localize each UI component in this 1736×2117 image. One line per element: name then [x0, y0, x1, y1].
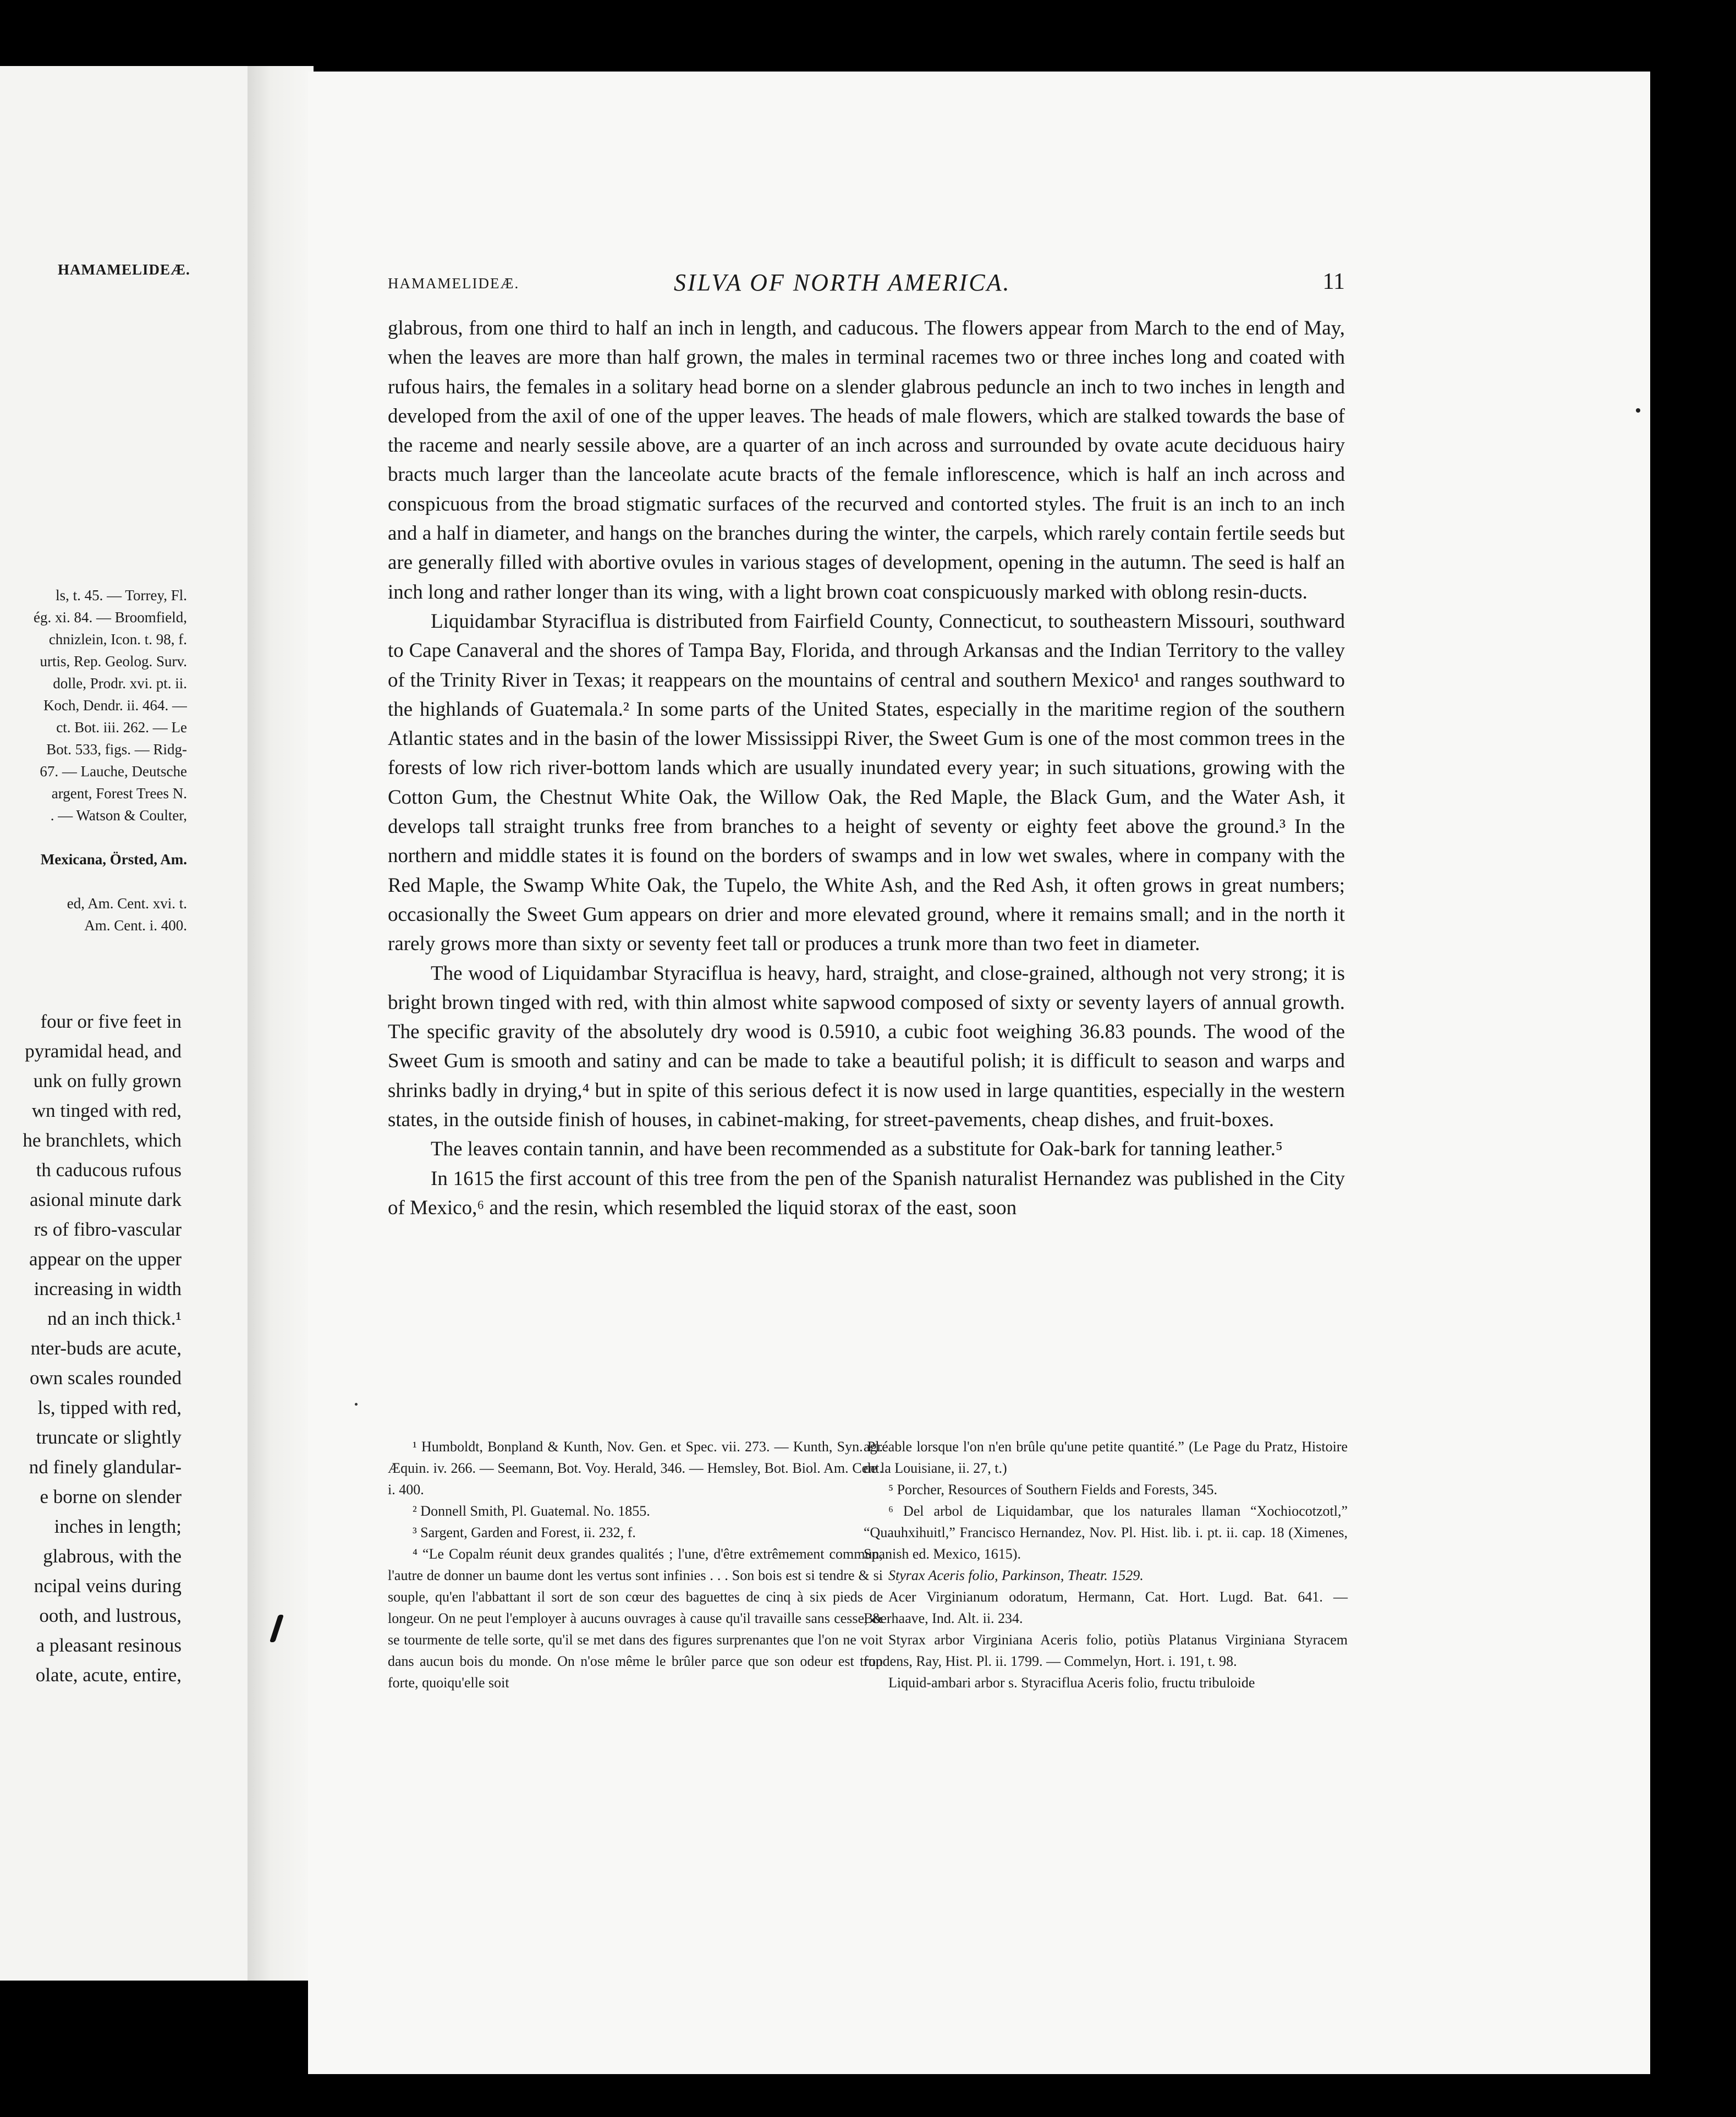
left-text-line: e borne on slender: [40, 1486, 182, 1507]
running-head: [388, 268, 1345, 301]
footnote: Acer Virginianum odoratum, Hermann, Cat. Hort. Lugd. Bat. 641. — Boerhaave, Ind. Alt. ii. 234.: [864, 1589, 1348, 1626]
left-page-text: [0, 1007, 182, 1690]
left-ref-line: Bot. 533, figs. — Ridg-: [46, 741, 187, 758]
left-text-line: nd an inch thick.¹: [47, 1308, 182, 1329]
left-text-line: nd finely glandular-: [29, 1456, 182, 1478]
left-text-line: ncipal veins during: [34, 1575, 182, 1597]
paragraph: The wood of Liquidambar Styraciflua is heavy, hard, straight, and close-grained, although not very strong; it is bright brown tinged with red, with thin almost white sapwood composed of sixty or seventy layers of annual growth. The specific gravity of the absolutely dry wood is 0.5910, a cubic foot weighing 36.83 pounds. The wood of the Sweet Gum is smooth and satiny and can be made to take a beautiful polish; it is difficult to season and warps and shrinks badly in drying,⁴ but in spite of this serious defect it is now used in large quantities, especially in the western states, in the outside finish of houses, in cabinet-making, for street-pavements, cheap dishes, and fruit-boxes.: [388, 962, 1345, 1132]
footnote: ¹ Humboldt, Bonpland & Kunth, Nov. Gen. et Spec. vii. 273. — Kunth, Syn. Pl. Æquin. iv. 266. — Seemann, Bot. Voy. Herald, 346. — Hemsley, Bot. Biol. Am. Cent. i. 400.: [388, 1439, 883, 1498]
left-text-line: four or five feet in: [40, 1011, 182, 1032]
footnote: ⁶ Del arbol de Liquidambar, que los naturales llaman “Xochiocotzotl,” “Quauhxihuitl,” Francisco Hernandez, Nov. Pl. Hist. lib. i. pt. ii. cap. 18 (Ximenes, Spanish ed. Mexico, 1615).: [864, 1503, 1348, 1562]
paragraph: In 1615 the first account of this tree from the pen of the Spanish naturalist Hernandez was published in the City of Mexico,⁶ and the resin, which resembled the liquid storax of the east, soon: [388, 1167, 1345, 1219]
left-ref-line: Am. Cent. i. 400.: [84, 917, 187, 934]
left-text-line: wn tinged with red,: [31, 1100, 182, 1121]
left-ref-line: ed, Am. Cent. xvi. t.: [67, 895, 187, 912]
book-title: SILVA OF NORTH AMERICA.: [674, 269, 1011, 296]
footnote: ⁵ Porcher, Resources of Southern Fields and Forests, 345.: [888, 1482, 1217, 1498]
left-ref-line: . — Watson & Coulter,: [50, 807, 187, 824]
left-text-line: rs of fibro-vascular: [34, 1219, 182, 1240]
left-text-line: ooth, and lustrous,: [39, 1605, 182, 1626]
left-ref-line: ls, t. 45. — Torrey, Fl.: [56, 587, 187, 604]
left-text-line: truncate or slightly: [36, 1427, 182, 1448]
left-ref-line: [0, 826, 187, 848]
footnote: ² Donnell Smith, Pl. Guatemal. No. 1855.: [413, 1503, 650, 1519]
left-text-line: inches in length;: [54, 1516, 182, 1537]
left-text-line: appear on the upper: [29, 1248, 182, 1270]
page-number: 11: [1322, 269, 1345, 294]
left-text-line: asional minute dark: [29, 1189, 182, 1210]
main-body-text: [388, 314, 1345, 1222]
footnote: Styrax arbor Virginiana Aceris folio, potiùs Platanus Virginiana Styracem fundens, Ray, Hist. Pl. ii. 1799. — Commelyn, Hort. i. 191, t. 98.: [864, 1632, 1348, 1669]
left-page-references: [0, 584, 187, 936]
left-ref-line: 67. — Lauche, Deutsche: [40, 763, 187, 780]
left-text-line: nter-buds are acute,: [30, 1337, 182, 1359]
paragraph: Liquidambar Styraciflua is distributed from Fairfield County, Connecticut, to southeastern Missouri, southward to Cape Canaveral and the shores of Tampa Bay, Florida, and through Arkansas and the Indian Territory to the valley of the Trinity River in Texas; it reappears on the mountains of central and southern Mexico¹ and ranges southward to the highlands of Guatemala.² In some parts of the United States, especially in the maritime region of the southern Atlantic states and in the basin of the lower Mississippi River, the Sweet Gum is one of the most common trees in the forests of low rich river-bottom lands which are usually inundated every year; in such situations, growing with the Cotton Gum, the Chestnut White Oak, the Willow Oak, the Red Maple, the Black Gum, and the Water Ash, it develops tall straight trunks free from branches to a height of seventy or eighty feet above the ground.³ In the northern and middle states it is found on the borders of swamps and in low wet swales, where in company with the Red Maple, the Swamp White Oak, the Tupelo, the White Ash, and the Red Ash, it often grows in great numbers; occasionally the Sweet Gum appears on drier and more elevated ground, where it remains small; and in the north it rarely grows more than sixty or seventy feet tall or produces a trunk more than two feet in diameter.: [388, 610, 1345, 956]
left-ref-line: chnizlein, Icon. t. 98, f.: [48, 631, 187, 648]
footnote: ⁴ “Le Copalm réunit deux grandes qualités ; l'une, d'être extrêmement commun, l'autre de donner un baume dont les vertus sont infinies . . . Son bois est si tendre & si souple, qu'en l'abbattant il sort de son cœur des baguettes de cinq à six pieds de longeur. On ne peut l'employer à aucuns ouvrages à cause qu'il travaille sans cesse, & se tourmente de telle sorte, qu'il se met dans des figures surprenantes que l'on ne voit dans aucun bois du monde. On n'ose même le brûler parce que son odeur est trop forte, quoiqu'elle soit: [388, 1546, 883, 1691]
left-text-line: olate, acute, entire,: [35, 1664, 182, 1686]
left-ref-line: ég. xi. 84. — Broomfield,: [34, 609, 187, 626]
paragraph: glabrous, from one third to half an inch in length, and caducous. The flowers appear from March to the end of May, when the leaves are more than half grown, the males in terminal racemes two or three inches long and coated with rufous hairs, the females in a solitary head borne on a slender glabrous peduncle an inch to two inches in length and developed from the axil of one of the upper leaves. The heads of male flowers, which are stalked towards the base of the raceme and nearly sessile above, are a quarter of an inch across and surrounded by ovate acute deciduous hairy bracts much larger than the lanceolate acute bracts of the female inflorescence, which is half an inch across and conspicuous from the broad stigmatic surfaces of the recurved and contorted styles. The fruit is an inch to an inch and a half in diameter, and hangs on the branches during the winter, the carpels, which rarely contain fertile seeds but are generally filled with abortive ovules in various stages of development, opening in the autumn. The seed is half an inch long and rather longer than its wing, with a light brown coat conspicuously marked with oblong resin-ducts.: [388, 317, 1345, 604]
left-text-line: unk on fully grown: [33, 1070, 182, 1092]
left-page-header: HAMAMELIDEÆ.: [58, 261, 190, 278]
left-text-line: ls, tipped with red,: [37, 1397, 182, 1418]
footnotes-right-column: [864, 1436, 1348, 1693]
left-ref-line: dolle, Prodr. xvi. pt. ii.: [53, 675, 187, 692]
left-text-line: a pleasant resinous: [36, 1635, 182, 1656]
left-ref-line: ct. Bot. iii. 262. — Le: [56, 719, 187, 736]
footnote: Liquid-ambari arbor s. Styraciflua Aceris folio, fructu tribuloide: [888, 1675, 1255, 1691]
left-text-line: he branchlets, which: [23, 1129, 182, 1151]
left-ref-line: [0, 870, 187, 892]
scan-speck: [1636, 408, 1640, 413]
left-text-line: th caducous rufous: [36, 1159, 182, 1181]
left-ref-line: argent, Forest Trees N.: [51, 785, 187, 802]
footnote: agréable lorsque l'on n'en brûle qu'une petite quantité.” (Le Page du Pratz, Histoire de la Louisiane, ii. 27, t.): [864, 1439, 1348, 1476]
left-text-line: pyramidal head, and: [25, 1040, 182, 1062]
left-text-line: increasing in width: [34, 1278, 182, 1299]
footnotes-left-column: [388, 1436, 883, 1693]
paragraph: The leaves contain tannin, and have been recommended as a substitute for Oak-bark for tanning leather.⁵: [431, 1138, 1283, 1161]
footnote: Styrax Aceris folio, Parkinson, Theatr. 1529.: [888, 1567, 1144, 1583]
left-text-line: glabrous, with the: [43, 1545, 182, 1567]
left-text-line: own scales rounded: [29, 1367, 182, 1389]
page-gutter-shadow: [248, 66, 314, 1981]
left-ref-line: Koch, Dendr. ii. 464. —: [43, 697, 187, 714]
footnote: ³ Sargent, Garden and Forest, ii. 232, f.: [413, 1524, 636, 1540]
scan-speck: [355, 1403, 358, 1406]
left-ref-line: Mexicana, Örsted, Am.: [40, 851, 187, 868]
left-ref-line: urtis, Rep. Geolog. Surv.: [40, 653, 187, 670]
section-label: HAMAMELIDEÆ.: [388, 275, 520, 292]
